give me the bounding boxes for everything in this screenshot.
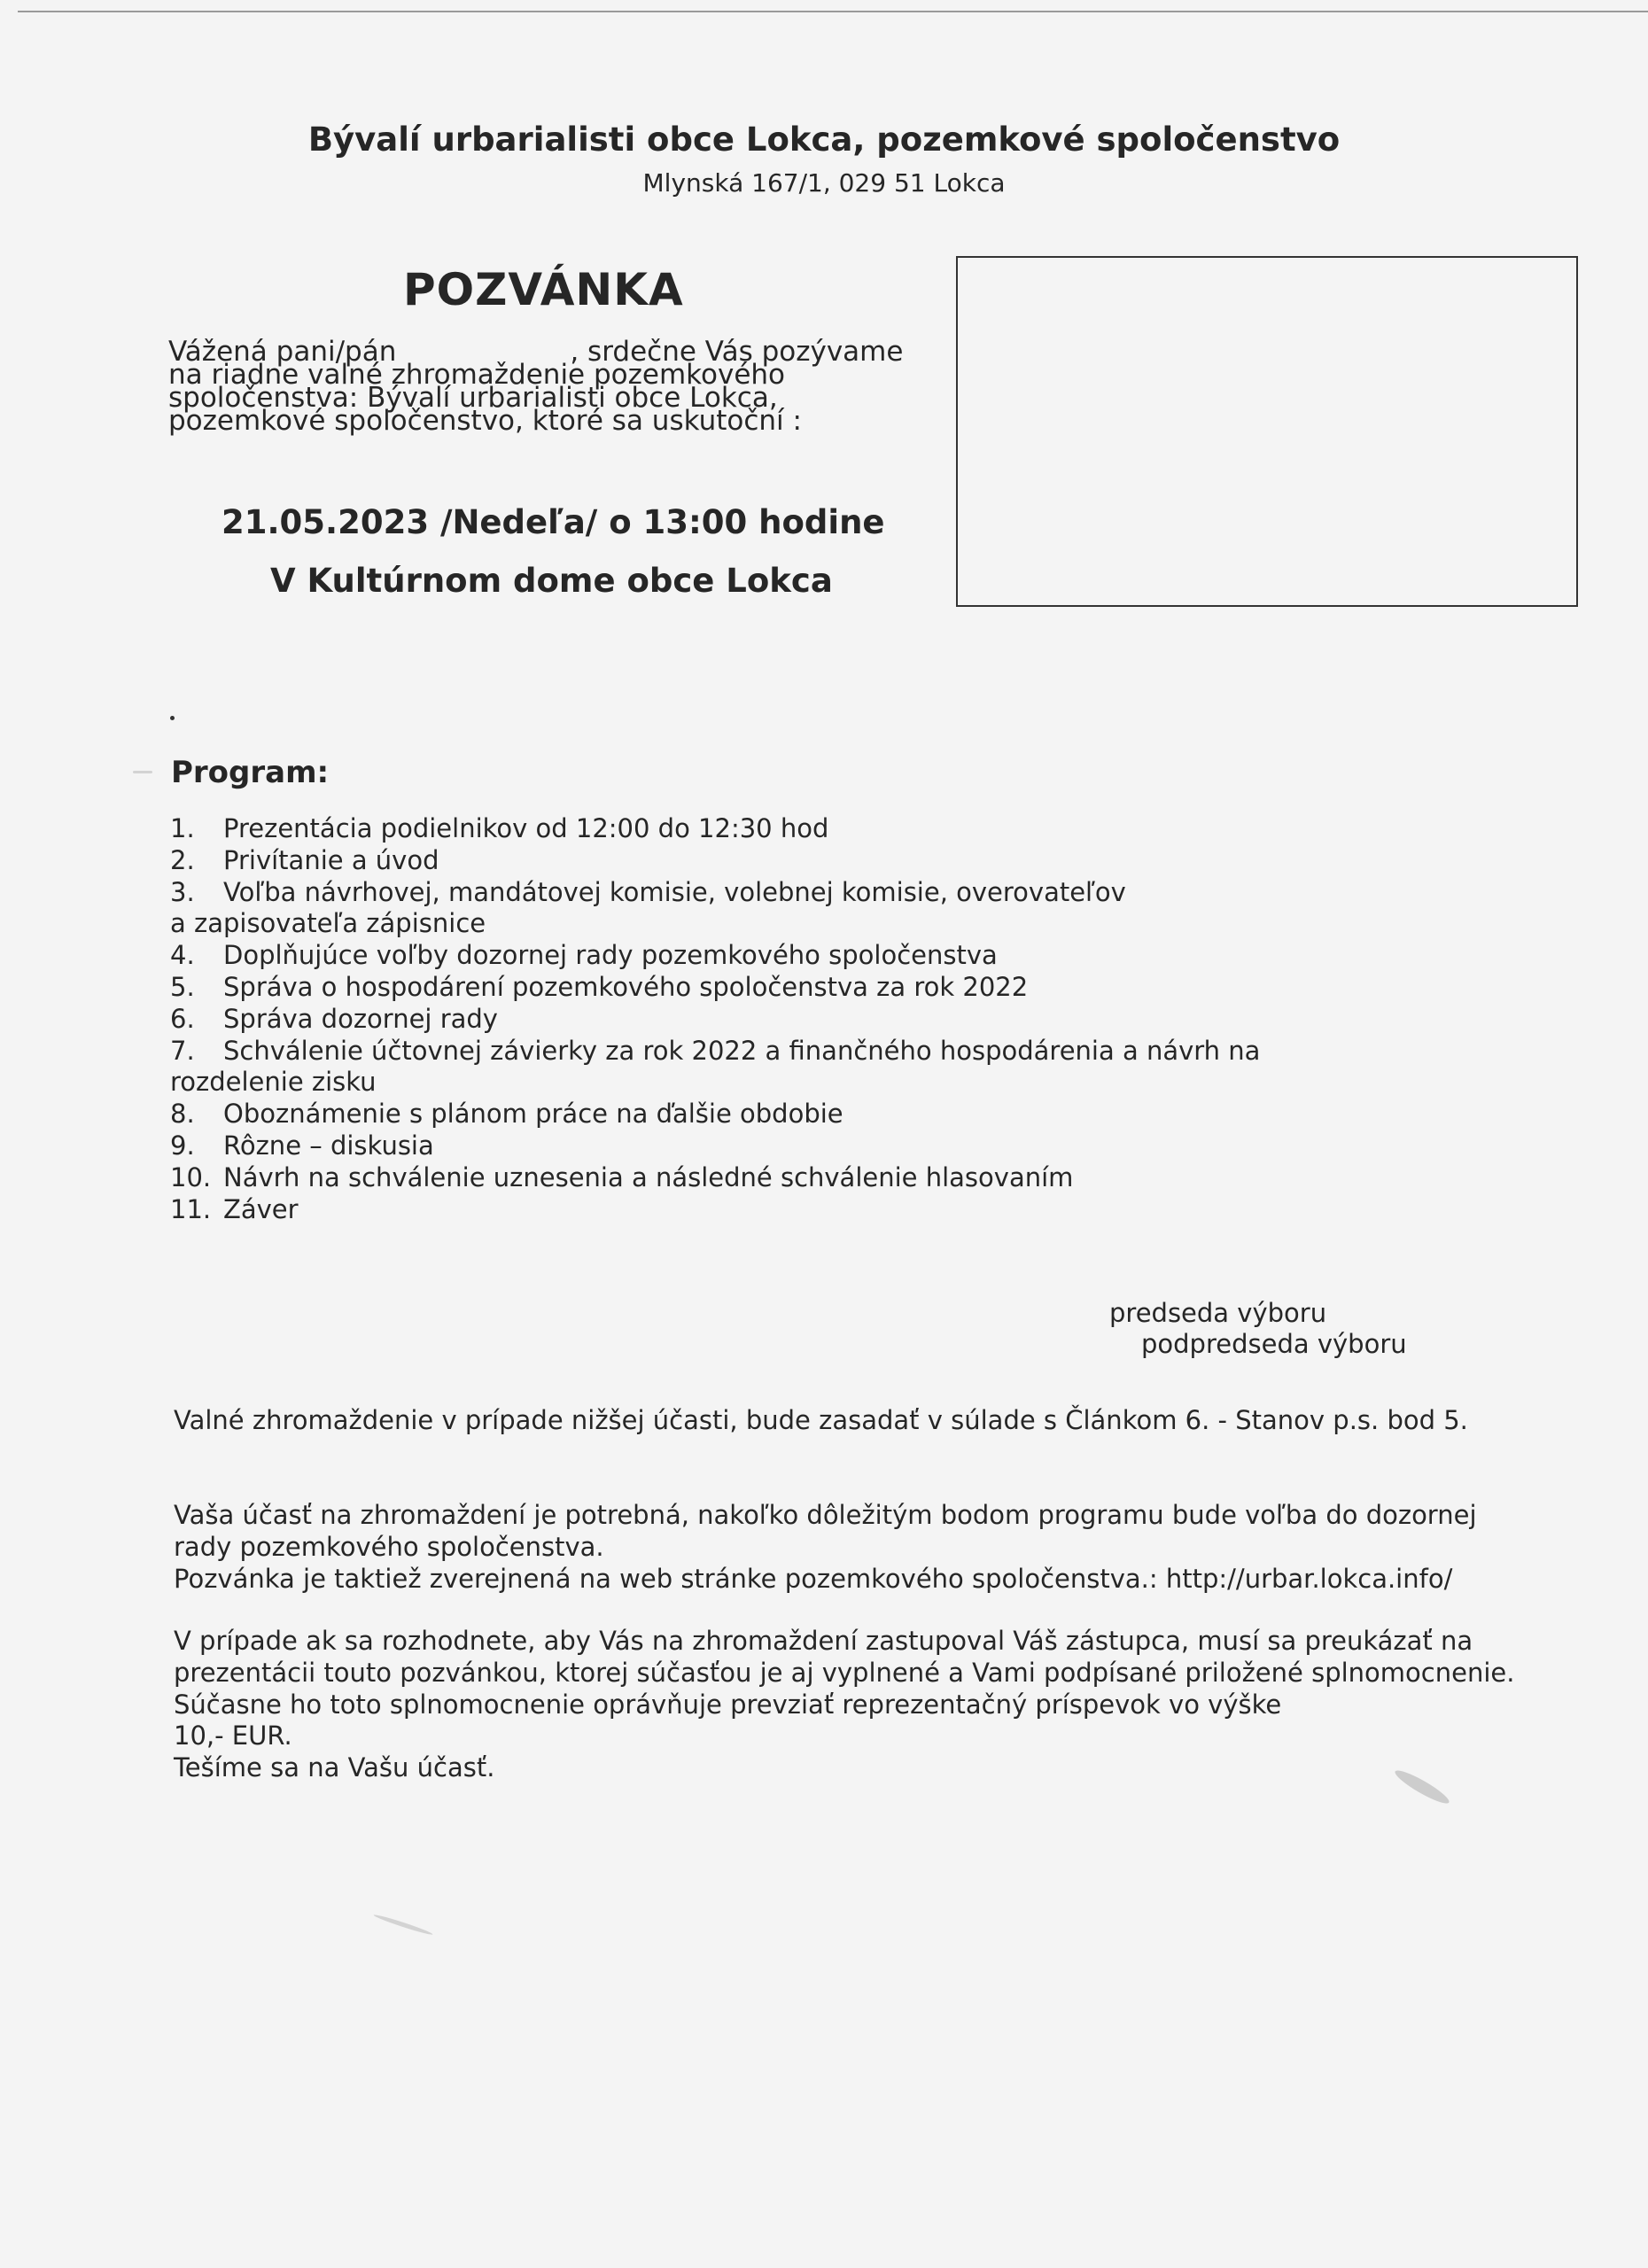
top-rule	[18, 11, 1648, 12]
greeting-salutation: Vážená pani/pán	[168, 336, 397, 368]
stray-dot	[170, 716, 175, 720]
program-item	[170, 1004, 1260, 1036]
document-title: POZVÁNKA	[403, 264, 684, 315]
greeting-paragraph	[168, 336, 930, 437]
proxy-note-line: prezentácii touto pozvánkou, ktorej súčasťou je aj vyplnené a Vami podpísané priložené splnomocnenie.	[174, 1657, 1515, 1688]
organization-address: Mlynská 167/1, 029 51 Lokca	[642, 168, 1006, 198]
program-item	[170, 877, 1260, 909]
proxy-note	[174, 1626, 1514, 1784]
program-item	[170, 940, 1260, 972]
program-item	[170, 1130, 1260, 1162]
greeting-line-3: spoločenstva: Bývalí urbarialisti obce Lokca,	[168, 382, 778, 414]
scan-smudge	[133, 771, 152, 773]
program-item-continuation: a zapisovateľa zápisnice	[170, 908, 486, 939]
scan-smudge	[373, 1913, 433, 1936]
address-window-box	[956, 256, 1578, 607]
greeting-invite: , srdečne Vás pozývame	[570, 336, 904, 368]
event-date: 21.05.2023 /Nedeľa/ o 13:00 hodine	[222, 503, 885, 541]
program-list	[170, 813, 1260, 1225]
program-item	[170, 972, 1260, 1004]
program-item-text: Oboznámenie s plánom práce na ďalšie obdobie	[223, 1099, 843, 1130]
greeting-line-2: na riadne valné zhromaždenie pozemkového	[168, 359, 786, 391]
program-item-text: Prezentácia podielnikov od 12:00 do 12:30 hod	[223, 813, 829, 843]
program-item-number: 2.	[170, 844, 195, 875]
program-item	[170, 1194, 1260, 1226]
program-item	[170, 1099, 1260, 1130]
closing-line: Tešíme sa na Vašu účasť.	[174, 1752, 495, 1783]
importance-note	[174, 1500, 1477, 1595]
quorum-note	[174, 1405, 1468, 1437]
program-item	[170, 1036, 1260, 1068]
program-item	[170, 845, 1260, 877]
program-item-number: 9.	[170, 1130, 195, 1161]
program-item-number: 3.	[170, 876, 195, 907]
program-heading: Program:	[171, 755, 330, 790]
organization-name: Bývalí urbarialisti obce Lokca, pozemkové spoločenstvo	[307, 120, 1341, 159]
website-note-line: Pozvánka je taktiež zverejnená na web stránke pozemkového spoločenstva.: http://urbar.lokca.info/	[174, 1563, 1453, 1594]
program-item-number: 11.	[170, 1193, 212, 1224]
program-item-number: 7.	[170, 1035, 195, 1066]
importance-note-line: rady pozemkového spoločenstva.	[174, 1531, 604, 1562]
program-item-text: Privítanie a úvod	[223, 844, 439, 875]
program-item	[170, 1162, 1260, 1194]
program-item-number: 1.	[170, 813, 195, 843]
proxy-note-line: Súčasne ho toto splnomocnenie oprávňuje prevziať reprezentačný príspevok vo výške	[174, 1689, 1282, 1720]
importance-note-line: Vaša účasť na zhromaždení je potrebná, nakoľko dôležitým bodom programu bude voľba do dozornej	[174, 1500, 1477, 1530]
chairman-signature-label: predseda výboru	[1109, 1298, 1327, 1328]
program-item-number: 8.	[170, 1099, 195, 1130]
program-item	[170, 813, 1260, 845]
proxy-note-line: 10,- EUR.	[174, 1720, 292, 1751]
vice-chairman-signature-label: podpredseda výboru	[1141, 1329, 1407, 1359]
program-item-continuation: rozdelenie zisku	[170, 1067, 377, 1098]
quorum-note-line: Valné zhromaždenie v prípade nižšej účasti, bude zasadať v súlade s Článkom 6. - Stanov p.s. bod 5.	[174, 1405, 1468, 1435]
program-item-text: Doplňujúce voľby dozornej rady pozemkového spoločenstva	[223, 940, 998, 971]
program-item-text: Rôzne – diskusia	[223, 1130, 434, 1161]
program-item-number: 4.	[170, 940, 195, 971]
program-item-number: 10.	[170, 1161, 212, 1192]
event-place: V Kultúrnom dome obce Lokca	[270, 562, 833, 600]
greeting-line-4: pozemkové spoločenstvo, ktoré sa uskutoční :	[168, 405, 802, 437]
program-item-number: 6.	[170, 1003, 195, 1034]
program-item-text: Schválenie účtovnej závierky za rok 2022 a finančného hospodárenia a návrh na	[223, 1035, 1261, 1066]
proxy-note-line: V prípade ak sa rozhodnete, aby Vás na zhromaždení zastupoval Váš zástupca, musí sa preukázať na	[174, 1626, 1473, 1656]
program-item-text: Záver	[223, 1193, 299, 1224]
program-item-text: Voľba návrhovej, mandátovej komisie, volebnej komisie, overovateľov	[223, 876, 1126, 907]
program-item-number: 5.	[170, 971, 195, 1002]
program-item-text: Návrh na schválenie uznesenia a následné schválenie hlasovaním	[223, 1161, 1074, 1192]
program-item-text: Správa o hospodárení pozemkového spoločenstva za rok 2022	[223, 971, 1029, 1002]
program-item-text: Správa dozornej rady	[223, 1003, 498, 1034]
